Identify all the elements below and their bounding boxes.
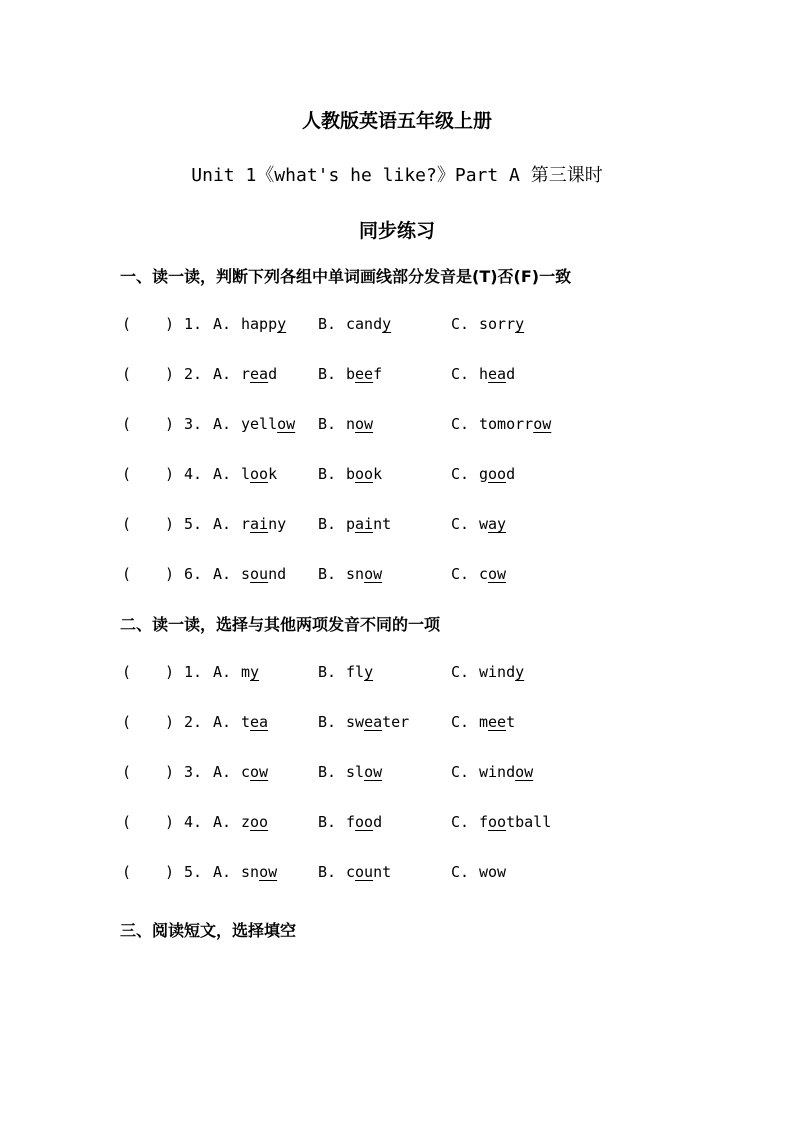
underlined-letters: y <box>382 315 392 333</box>
option-b-word: slow <box>346 763 383 781</box>
answer-blank-close: ) <box>165 465 175 483</box>
option-b-word: fly <box>346 663 374 681</box>
underlined-letters: oo <box>250 465 269 483</box>
option-b-word: candy <box>346 315 392 333</box>
option-b-label: B. <box>318 713 337 731</box>
option-a-word: cow <box>241 763 269 781</box>
underlined-letters: ai <box>250 515 269 533</box>
underlined-letters: ai <box>355 515 374 533</box>
answer-blank-open[interactable]: ( <box>122 863 132 881</box>
option-b-label: B. <box>318 465 337 483</box>
option-a-word: my <box>241 663 260 681</box>
answer-blank-close: ) <box>165 813 175 831</box>
option-c-label: C. <box>451 713 470 731</box>
option-c-word: tomorrow <box>479 415 552 433</box>
option-a-label: A. <box>213 763 232 781</box>
option-a-word: zoo <box>241 813 269 831</box>
option-a-word: tea <box>241 713 269 731</box>
option-c-label: C. <box>451 813 470 831</box>
answer-blank-close: ) <box>165 565 175 583</box>
underlined-letters: oo <box>488 813 507 831</box>
option-c-word: window <box>479 763 534 781</box>
section-heading: 三、阅读短文，选择填空 <box>120 921 297 940</box>
question-number: 1. <box>184 663 203 681</box>
answer-blank-open[interactable]: ( <box>122 415 132 433</box>
question-row <box>0 362 794 386</box>
underlined-letters: ow <box>355 415 374 433</box>
option-a-label: A. <box>213 515 232 533</box>
answer-blank-close: ) <box>165 315 175 333</box>
option-a-label: A. <box>213 713 232 731</box>
option-a-label: A. <box>213 415 232 433</box>
underlined-letters: ow <box>364 565 383 583</box>
option-c-label: C. <box>451 763 470 781</box>
answer-blank-close: ) <box>165 863 175 881</box>
question-number: 3. <box>184 763 203 781</box>
underlined-letters: ou <box>355 863 374 881</box>
option-b-label: B. <box>318 863 337 881</box>
question-row <box>0 312 794 336</box>
option-a-word: happy <box>241 315 287 333</box>
option-a-word: sound <box>241 565 287 583</box>
underlined-letters: ow <box>250 763 269 781</box>
option-c-label: C. <box>451 515 470 533</box>
answer-blank-open[interactable]: ( <box>122 365 132 383</box>
underlined-letters: ee <box>488 713 507 731</box>
section-heading: 二、读一读，选择与其他两项发音不同的一项 <box>120 615 441 634</box>
option-a-word: look <box>241 465 278 483</box>
option-b-label: B. <box>318 515 337 533</box>
option-a-label: A. <box>213 663 232 681</box>
page-subtitle: Unit 1《what's he like?》Part A 第三课时 <box>191 165 603 186</box>
underlined-letters: ow <box>515 763 534 781</box>
option-b-word: book <box>346 465 383 483</box>
answer-blank-open[interactable]: ( <box>122 813 132 831</box>
option-b-word: paint <box>346 515 392 533</box>
option-a-label: A. <box>213 863 232 881</box>
question-row <box>0 562 794 586</box>
option-a-label: A. <box>213 465 232 483</box>
option-c-label: C. <box>451 565 470 583</box>
underlined-letters: oo <box>355 813 374 831</box>
option-a-word: rainy <box>241 515 287 533</box>
underlined-letters: y <box>277 315 287 333</box>
option-b-label: B. <box>318 315 337 333</box>
option-b-word: beef <box>346 365 383 383</box>
answer-blank-close: ) <box>165 415 175 433</box>
option-c-label: C. <box>451 863 470 881</box>
question-row <box>0 462 794 486</box>
underlined-letters: ea <box>250 365 269 383</box>
option-b-word: food <box>346 813 383 831</box>
underlined-letters: y <box>250 663 260 681</box>
option-b-label: B. <box>318 663 337 681</box>
underlined-letters: ow <box>259 863 278 881</box>
answer-blank-open[interactable]: ( <box>122 763 132 781</box>
underlined-letters: ou <box>250 565 269 583</box>
question-number: 1. <box>184 315 203 333</box>
underlined-letters: ow <box>277 415 296 433</box>
option-b-label: B. <box>318 365 337 383</box>
question-number: 2. <box>184 713 203 731</box>
question-row <box>0 710 794 734</box>
option-c-label: C. <box>451 663 470 681</box>
answer-blank-open[interactable]: ( <box>122 713 132 731</box>
underlined-letters: oo <box>250 813 269 831</box>
answer-blank-close: ) <box>165 763 175 781</box>
underlined-letters: ee <box>355 365 374 383</box>
option-b-label: B. <box>318 763 337 781</box>
option-c-word: head <box>479 365 516 383</box>
underlined-letters: ay <box>488 515 507 533</box>
answer-blank-open[interactable]: ( <box>122 465 132 483</box>
option-a-label: A. <box>213 565 232 583</box>
option-c-word: cow <box>479 565 507 583</box>
underlined-letters: ea <box>250 713 269 731</box>
underlined-letters: ea <box>488 365 507 383</box>
section-heading: 一、读一读，判断下列各组中单词画线部分发音是(T)否(F)一致 <box>120 267 572 286</box>
answer-blank-close: ) <box>165 365 175 383</box>
option-a-label: A. <box>213 315 232 333</box>
option-c-label: C. <box>451 365 470 383</box>
answer-blank-close: ) <box>165 663 175 681</box>
option-b-word: now <box>346 415 374 433</box>
option-b-word: sweater <box>346 713 410 731</box>
question-number: 4. <box>184 465 203 483</box>
option-a-word: snow <box>241 863 278 881</box>
page-title: 人教版英语五年级上册 <box>301 110 492 132</box>
underlined-letters: ea <box>364 713 383 731</box>
underlined-letters: ow <box>364 763 383 781</box>
option-a-word: read <box>241 365 278 383</box>
question-number: 5. <box>184 863 203 881</box>
question-row <box>0 810 794 834</box>
answer-blank-close: ) <box>165 515 175 533</box>
question-number: 3. <box>184 415 203 433</box>
question-number: 2. <box>184 365 203 383</box>
option-c-word: windy <box>479 663 525 681</box>
option-c-word: sorry <box>479 315 525 333</box>
option-b-word: count <box>346 863 392 881</box>
question-row <box>0 412 794 436</box>
option-c-label: C. <box>451 415 470 433</box>
option-c-word: way <box>479 515 507 533</box>
answer-blank-open[interactable]: ( <box>122 663 132 681</box>
question-number: 4. <box>184 813 203 831</box>
underlined-letters: y <box>515 315 525 333</box>
option-b-label: B. <box>318 415 337 433</box>
option-b-label: B. <box>318 565 337 583</box>
answer-blank-open[interactable]: ( <box>122 315 132 333</box>
option-c-word: good <box>479 465 516 483</box>
underlined-letters: y <box>364 663 374 681</box>
question-row <box>0 760 794 784</box>
page-subtitle-2: 同步练习 <box>358 220 435 242</box>
question-number: 6. <box>184 565 203 583</box>
answer-blank-close: ) <box>165 713 175 731</box>
option-c-label: C. <box>451 465 470 483</box>
option-b-word: snow <box>346 565 383 583</box>
option-a-word: yellow <box>241 415 296 433</box>
underlined-letters: oo <box>488 465 507 483</box>
option-b-label: B. <box>318 813 337 831</box>
answer-blank-open[interactable]: ( <box>122 515 132 533</box>
underlined-letters: y <box>515 663 525 681</box>
question-number: 5. <box>184 515 203 533</box>
question-row <box>0 660 794 684</box>
option-a-label: A. <box>213 365 232 383</box>
option-c-word: meet <box>479 713 516 731</box>
option-c-label: C. <box>451 315 470 333</box>
answer-blank-open[interactable]: ( <box>122 565 132 583</box>
underlined-letters: oo <box>355 465 374 483</box>
question-row <box>0 860 794 884</box>
underlined-letters: ow <box>533 415 552 433</box>
underlined-letters: ow <box>488 565 507 583</box>
option-a-label: A. <box>213 813 232 831</box>
option-c-word: football <box>479 813 552 831</box>
option-c-word: wow <box>479 863 507 881</box>
question-row <box>0 512 794 536</box>
